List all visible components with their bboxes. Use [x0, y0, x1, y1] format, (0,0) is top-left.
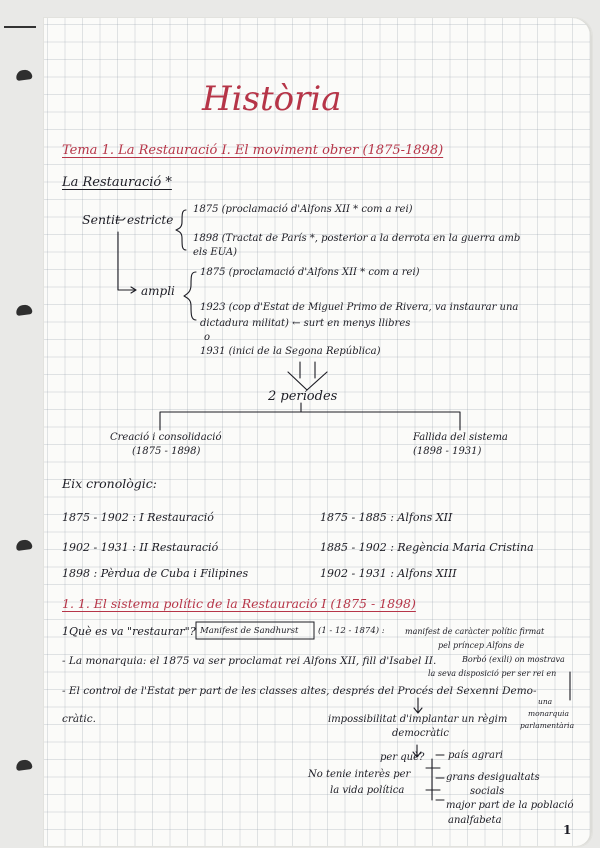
side-note: una [538, 697, 553, 706]
axis-left-item: 1902 - 1931 : II Restauració [62, 541, 219, 554]
broad-item: dictadura militat) ← surt en menys llibres [200, 318, 411, 329]
why-label: per què? [380, 752, 425, 763]
reason: major part de la població [446, 800, 574, 811]
axis-title: Eix cronològic: [62, 476, 157, 491]
consequence: democràtic [392, 728, 449, 739]
broad-brace [184, 272, 196, 320]
period-right-years: (1898 - 1931) [413, 446, 482, 457]
line-control: - El control de l'Estat per part de les classes altes, després del Procés del Sexenni Demo- [62, 685, 537, 697]
line-control-cont: cràtic. [62, 713, 96, 725]
arrow-to-broad [118, 232, 136, 290]
line-monarchy: - La monarquia: el 1875 va ser proclamat rei Alfons XII, fill d'Isabel II. [62, 655, 437, 667]
question: 1Què es va "restaurar"? [62, 625, 196, 638]
reason: socials [470, 786, 505, 797]
axis-left-item: 1898 : Pèrdua de Cuba i Filipines [62, 567, 249, 580]
meaning-label: Sentit [82, 212, 121, 227]
broad-item-or: o [204, 332, 211, 343]
axis-left-item: 1875 - 1902 : I Restauració [62, 511, 214, 524]
manifesto-label: Manifest de Sandhurst [200, 626, 299, 636]
strict-label: estricte [127, 213, 174, 227]
page-number: 1 [563, 823, 572, 837]
reason: analfabeta [448, 815, 502, 826]
unit-heading: Tema 1. La Restauració I. El moviment obrer (1875-1898) [62, 143, 444, 158]
period-left-years: (1875 - 1898) [132, 446, 201, 457]
down-arrow [288, 362, 327, 390]
strict-item: els EUA) [193, 247, 237, 258]
strict-brace [176, 210, 186, 250]
broad-item: 1923 (cop d'Estat de Miguel Primo de Rivera, va instaurar una [200, 302, 519, 313]
no-interest: la vida política [330, 785, 405, 796]
subsection-heading: 1. 1. El sistema polític de la Restauració I (1875 - 1898) [62, 596, 416, 611]
reason: país agrari [448, 750, 503, 761]
arrow-consequence [414, 698, 422, 713]
side-note: parlamentària [520, 721, 575, 730]
manifesto-note: manifest de caràcter polític firmat [405, 627, 545, 636]
manifesto-note: la seva disposició per ser rei en [428, 669, 557, 678]
axis-right-item: 1875 - 1885 : Alfons XII [320, 511, 453, 524]
period-right-title: Fallida del sistema [413, 432, 508, 443]
consequence: impossibilitat d'implantar un règim [328, 714, 508, 725]
strict-item: 1875 (proclamació d'Alfons XII * com a rei) [193, 204, 413, 215]
no-interest: No tenie interès per [308, 769, 411, 780]
manifesto-date: (1 - 12 - 1874) : [318, 626, 385, 636]
page-title: Història [202, 79, 342, 119]
period-branch [160, 403, 460, 430]
broad-item: 1931 (inici de la Segona República) [200, 346, 381, 357]
axis-right-item: 1902 - 1931 : Alfons XIII [320, 567, 457, 580]
broad-label: ampli [141, 284, 175, 298]
axis-right-item: 1885 - 1902 : Regència Maria Cristina [320, 541, 534, 554]
strict-item: 1898 (Tractat de París *, posterior a la derrota en la guerra amb [193, 233, 521, 244]
reason: grans desigualtats [446, 772, 540, 783]
manifesto-note: pel príncep Alfons de [438, 641, 525, 650]
manifesto-note: Borbó (exili) on mostrava [462, 655, 565, 664]
broad-item: 1875 (proclamació d'Alfons XII * com a rei) [200, 267, 420, 278]
periods-label: 2 períodes [268, 389, 338, 404]
side-note: monarquia [528, 709, 570, 718]
section-heading: La Restauració * [62, 175, 172, 190]
why-bracket [426, 759, 440, 800]
period-left-title: Creació i consolidació [110, 432, 222, 443]
